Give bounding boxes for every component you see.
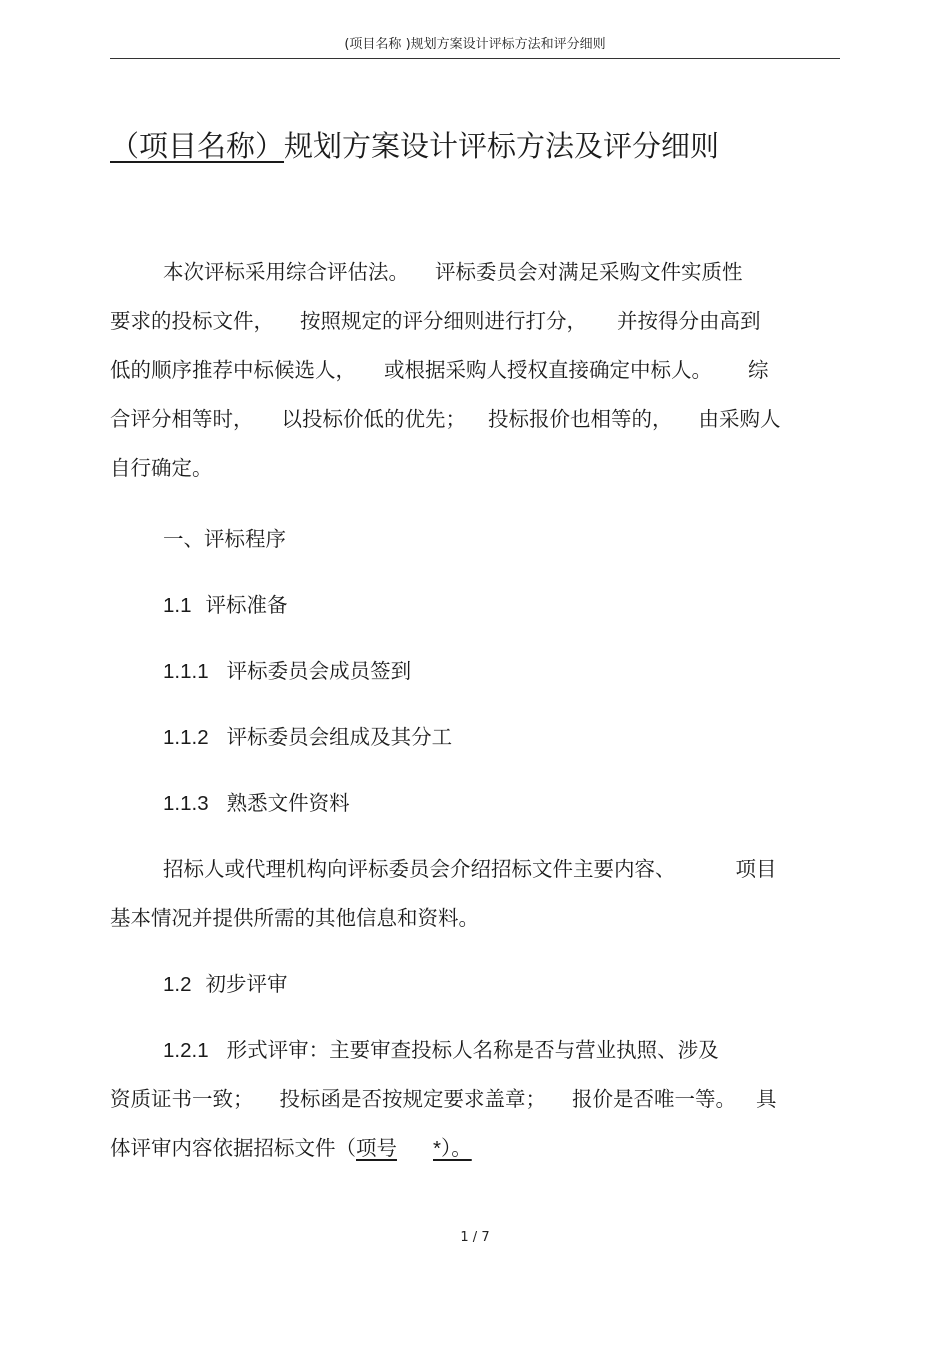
title-main: 规划方案设计评标方法及评分细则	[284, 129, 720, 163]
para3-text: 具	[756, 1087, 777, 1111]
section-number: 1.1.3	[163, 792, 209, 815]
item-number-blank	[356, 1136, 472, 1160]
para3-text: 资质证书一致；	[110, 1087, 254, 1111]
section-list	[110, 515, 835, 845]
para2-text: 招标人或代理机构向评标委员会介绍招标文件主要内容、	[163, 857, 676, 881]
intro-text: 综	[748, 358, 769, 382]
document-title	[110, 126, 840, 166]
intro-text: 以投标价低的优先；	[281, 407, 466, 431]
running-header: (项目名称 )规划方案设计评标方法和评分细则	[344, 37, 606, 52]
para3-text: ）。	[440, 1136, 472, 1160]
intro-text: 按照规定的评分细则进行打分，	[300, 309, 587, 333]
para3-line-2	[110, 1075, 835, 1124]
section-title: 形式评审：主要审查投标人名称是否与营业执照、涉及	[226, 1038, 719, 1062]
section-title: 评标委员会组成及其分工	[226, 725, 453, 749]
section-heading-1-2-1	[110, 1026, 835, 1075]
para2-line-1	[110, 845, 835, 894]
section-heading-1: 一、评标程序	[163, 527, 286, 551]
document-prep-paragraph	[110, 845, 835, 943]
intro-text: 低的顺序推荐中标候选人，	[110, 358, 356, 382]
item-number-placeholder: *	[433, 1137, 441, 1160]
intro-line-3	[110, 346, 835, 395]
intro-text: 或根据采购人授权直接确定中标人。	[384, 358, 712, 382]
section-number: 1.2	[163, 973, 192, 996]
para3-text: 报价是否唯一等。	[572, 1087, 736, 1111]
section-heading-1-1-3	[110, 779, 835, 845]
intro-line-1	[110, 248, 835, 297]
section-number: 1.1.1	[163, 660, 209, 683]
intro-paragraph	[110, 248, 835, 493]
section-title: 评标委员会成员签到	[226, 659, 412, 683]
intro-text: 并按得分由高到	[617, 309, 761, 333]
section-heading-1-1-1	[110, 647, 835, 713]
section-number: 1.1	[163, 594, 192, 617]
intro-line-4	[110, 395, 835, 444]
intro-text: 评标委员会对满足采购文件实质性	[435, 260, 743, 284]
intro-text: 由采购人	[698, 407, 781, 431]
intro-text: 投标报价也相等的，	[488, 407, 673, 431]
para3-text: 投标函是否按规定要求盖章；	[279, 1087, 546, 1111]
section-title: 评标准备	[205, 593, 288, 617]
intro-line-5: 自行确定。	[110, 456, 213, 480]
section-title: 熟悉文件资料	[226, 791, 350, 815]
para2-text: 项目	[735, 857, 777, 881]
section-title: 初步评审	[205, 972, 288, 996]
para3-line-3	[110, 1124, 835, 1173]
item-number-label: 项号	[356, 1136, 397, 1160]
section-heading-1-1-2	[110, 713, 835, 779]
section-heading-1-1	[110, 581, 835, 647]
para2-line-2: 基本情况并提供所需的其他信息和资料。	[110, 906, 479, 930]
header-rule	[110, 58, 840, 59]
section-heading-1-2	[110, 960, 835, 1026]
intro-line-2	[110, 297, 835, 346]
intro-text: 本次评标采用综合评估法。	[163, 260, 409, 284]
section-number: 1.1.2	[163, 726, 209, 749]
section-list-2	[110, 960, 835, 1173]
intro-text: 合评分相等时，	[110, 407, 254, 431]
page-number: 1 / 7	[460, 1230, 490, 1245]
title-project-name: （项目名称）	[110, 129, 285, 163]
section-number: 1.2.1	[163, 1039, 209, 1062]
para3-text: 体评审内容依据招标文件（	[110, 1136, 356, 1160]
intro-text: 要求的投标文件，	[110, 309, 274, 333]
